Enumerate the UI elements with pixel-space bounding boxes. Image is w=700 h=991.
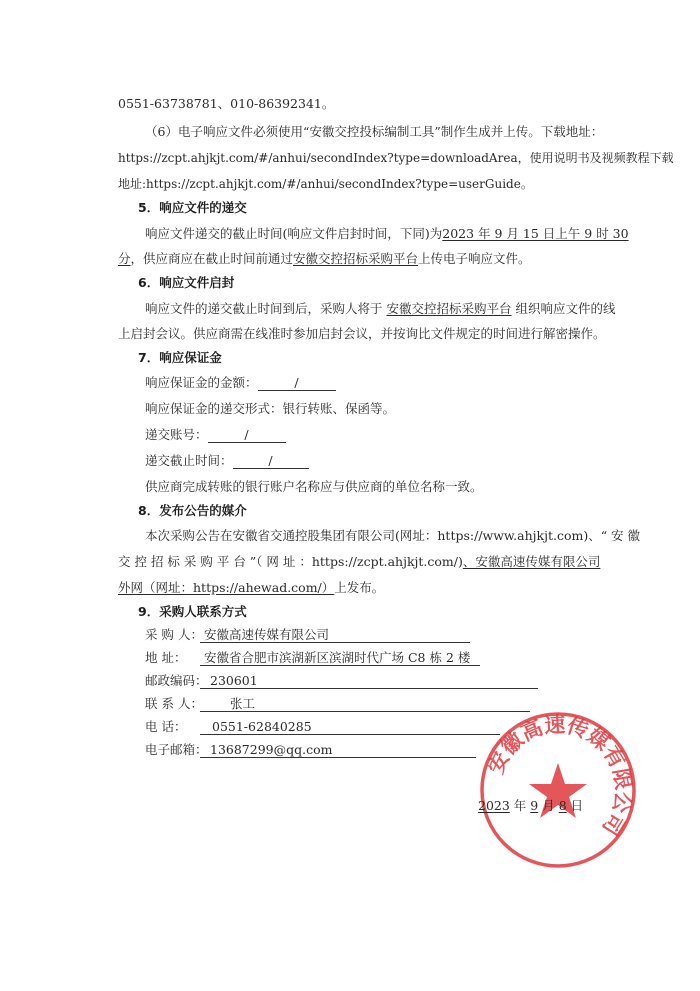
deposit-form-line: 响应保证金的递交形式：银行转账、保函等。: [145, 401, 396, 416]
deposit-account-row: [145, 427, 286, 443]
deposit-deadline-label: 递交截止时间：: [145, 453, 233, 468]
section8-line3: [118, 580, 384, 596]
section8-end: 上发布。: [334, 580, 385, 595]
phone-numbers-line: 0551-63738781、010-86392341。: [118, 96, 335, 111]
address-value: 安徽省合肥市滨湖新区滨湖时代广场 C8 栋 2 楼: [204, 650, 471, 665]
contact-value: 张工: [230, 696, 256, 711]
section5-text2: ，供应商应在截止时间前通过: [130, 251, 294, 266]
section6-line2: 上启封会议。供应商需在线准时参加启封会议，并按询比文件规定的时间进行解密操作。: [118, 326, 606, 341]
email-value: 13687299@qq.com: [210, 742, 333, 757]
postcode-underline: [200, 688, 538, 689]
section8-line1: 本次采购公告在安徽省交通控股集团有限公司(网址：https://www.ahjkjt.com)、“ 安 徽: [145, 528, 641, 543]
purchaser-value: 安徽高速传媒有限公司: [204, 627, 330, 642]
date-year-unit: 年: [513, 798, 527, 813]
item6-line1: （6）电子响应文件必须使用“安徽交控投标编制工具”制作生成并上传。下载地址：: [145, 124, 604, 139]
section5-line1: [145, 226, 629, 242]
section5-line2: [118, 251, 531, 267]
postcode-value: 230601: [210, 673, 258, 688]
section6-text2: 组织响应文件的线: [515, 301, 616, 316]
section6-heading: 6．响应文件启封: [138, 275, 235, 290]
deposit-amount-value: /: [258, 375, 336, 391]
date-day: 8: [558, 798, 567, 813]
section5-text: 响应文件递交的截止时间(响应文件启封时间，下同)为: [145, 226, 443, 241]
item6-line2: https://zcpt.ahjkjt.com/#/anhui/secondIndex?type=downloadArea，使用说明书及视频教程下载: [118, 151, 674, 165]
platform-name-2: 安徽交控招标采购平台: [386, 301, 512, 316]
seal-text: 安徽高速传媒有限公司: [483, 712, 636, 840]
deadline-minute-unit: 分: [118, 251, 131, 266]
address-label: 地 址：: [145, 650, 187, 665]
deadline-datetime: 2023 年 9 月 15 日上午 9 时 30: [442, 226, 629, 241]
section6-line1: [145, 301, 616, 317]
date-day-unit: 日: [570, 798, 584, 813]
phone-value: 0551-62840285: [212, 719, 312, 734]
platform-name: 安徽交控招标采购平台: [293, 251, 419, 266]
item6-line3: 地址:https://zcpt.ahjkjt.com/#/anhui/secondIndex?type=userGuide。: [118, 177, 533, 191]
postcode-label: 邮政编码：: [145, 673, 208, 688]
deposit-amount-row: [145, 375, 336, 391]
section7-heading: 7．响应保证金: [138, 350, 222, 365]
deposit-account-value: /: [208, 427, 286, 443]
deposit-account-label: 递交账号：: [145, 427, 208, 442]
section8-line2: [118, 554, 600, 570]
section5-text3: 上传电子响应文件。: [418, 251, 531, 266]
date-month-unit: 月: [542, 798, 555, 813]
phone-label: 电 话：: [145, 719, 187, 734]
email-underline: [200, 757, 476, 758]
section9-heading: 9．采购人联系方式: [138, 604, 247, 619]
purchaser-underline: [200, 642, 470, 643]
section5-heading: 5．响应文件的递交: [138, 200, 247, 215]
address-underline: [200, 665, 480, 666]
date-year: 2023: [478, 798, 510, 813]
phone-underline: [200, 734, 500, 735]
deposit-note: 供应商完成转账的银行账户名称应与供应商的单位名称一致。: [145, 479, 483, 494]
date-line: [478, 798, 583, 814]
section6-text: 响应文件的递交截止时间到后，采购人将于: [145, 301, 383, 316]
purchaser-label: 采 购 人：: [145, 627, 203, 642]
media-company-name: 、安徽高速传媒有限公司: [462, 554, 601, 569]
email-label: 电子邮箱：: [145, 742, 208, 757]
media-company-website: 外网（网址：https://ahewad.com/）: [118, 580, 335, 595]
date-month: 9: [530, 798, 539, 813]
company-seal: [478, 710, 638, 870]
deposit-deadline-value: /: [233, 453, 309, 469]
deposit-amount-label: 响应保证金的金额：: [145, 375, 258, 390]
platform-url-text: 交 控 招 标 采 购 平 台 ”（ 网 址 ：https://zcpt.ahjkjt.com/): [118, 554, 463, 569]
contact-label: 联 系 人：: [145, 696, 203, 711]
section8-heading: 8．发布公告的媒介: [138, 503, 247, 518]
deposit-deadline-row: [145, 453, 309, 469]
